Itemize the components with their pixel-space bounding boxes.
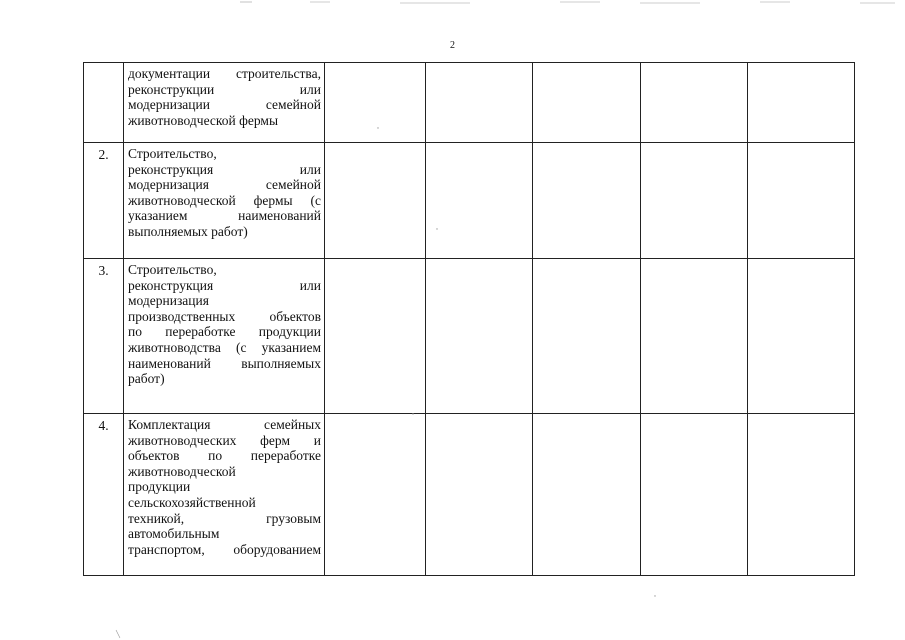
description-line: реконструкция или <box>128 161 321 177</box>
empty-cell <box>426 414 533 576</box>
description-line: выполняемых работ) <box>128 223 248 239</box>
description-line: объектов по переработке <box>128 448 321 464</box>
description-line: животноводческой фермы <box>128 112 279 128</box>
empty-cell <box>533 414 641 576</box>
description-line: наименований выполняемых <box>128 355 321 371</box>
row-description <box>124 259 325 414</box>
empty-cell <box>641 414 748 576</box>
row-description <box>124 414 325 576</box>
table-row <box>84 63 855 143</box>
empty-cell <box>533 63 641 143</box>
row-description <box>124 63 325 143</box>
description-line: сельскохозяйственной <box>128 494 256 510</box>
description-line: реконструкция или <box>128 277 321 293</box>
row-number <box>84 63 124 143</box>
page-number: 2 <box>450 40 455 51</box>
description-line: транспортом, оборудованием <box>128 541 321 557</box>
table-row <box>84 143 855 259</box>
description-line: модернизация семейной <box>128 177 321 193</box>
empty-cell <box>641 143 748 259</box>
empty-cell <box>325 414 426 576</box>
empty-cell <box>325 143 426 259</box>
empty-cell <box>748 63 855 143</box>
empty-cell <box>533 259 641 414</box>
description-line: животноводческих ферм и <box>128 432 321 448</box>
description-line: документации строительства, <box>128 66 321 81</box>
description-line: Комплектация семейных <box>128 417 321 432</box>
empty-cell <box>426 143 533 259</box>
empty-cell <box>426 63 533 143</box>
empty-cell <box>641 63 748 143</box>
empty-cell <box>748 143 855 259</box>
description-line: животноводческой фермы (с <box>128 192 321 208</box>
row-number: 4. <box>84 414 124 576</box>
description-line: по переработке продукции <box>128 324 321 340</box>
row-description <box>124 143 325 259</box>
description-line: автомобильным <box>128 526 220 542</box>
description-line: модернизации семейной <box>128 97 321 113</box>
empty-cell <box>533 143 641 259</box>
empty-cell <box>748 414 855 576</box>
description-line: продукции <box>128 479 191 495</box>
description-line: указанием наименований <box>128 208 321 224</box>
table-row <box>84 259 855 414</box>
empty-cell <box>748 259 855 414</box>
empty-cell <box>641 259 748 414</box>
description-line: техникой, грузовым <box>128 510 321 526</box>
document-table <box>83 62 855 576</box>
table-row <box>84 414 855 576</box>
description-line: Строительство, <box>128 146 217 161</box>
row-number: 2. <box>84 143 124 259</box>
empty-cell <box>325 63 426 143</box>
description-line: реконструкции или <box>128 81 321 97</box>
description-line: модернизация <box>128 293 209 309</box>
description-line: животноводческой <box>128 463 236 479</box>
description-line: Строительство, <box>128 262 217 277</box>
empty-cell <box>325 259 426 414</box>
row-number: 3. <box>84 259 124 414</box>
empty-cell <box>426 259 533 414</box>
description-line: производственных объектов <box>128 308 321 324</box>
description-line: работ) <box>128 371 165 387</box>
description-line: животноводства (с указанием <box>128 339 321 355</box>
